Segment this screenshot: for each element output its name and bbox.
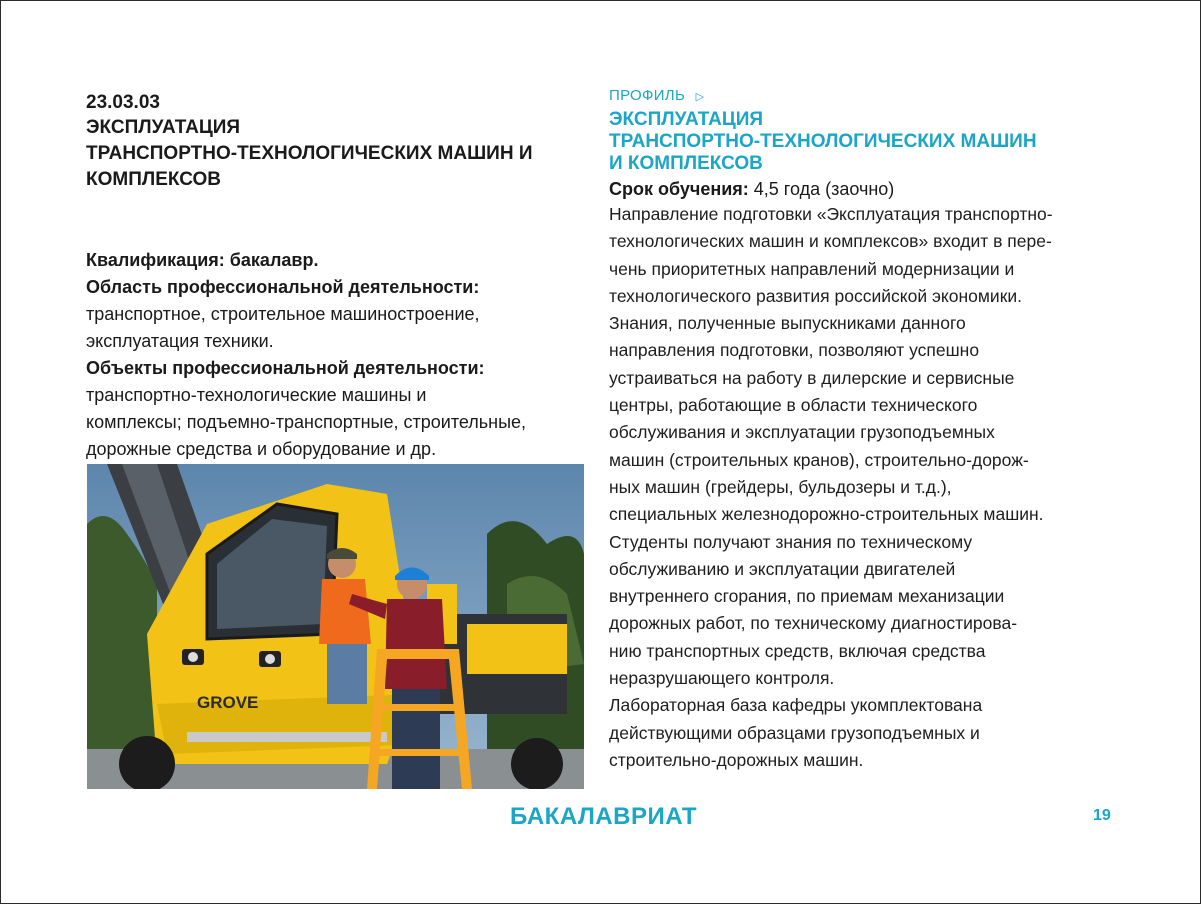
crane-brand-text: GROVE xyxy=(197,693,259,712)
objects-line: комплексы; подъемно-транспортные, строительные, xyxy=(86,412,527,432)
study-term xyxy=(609,177,1129,201)
area-label: Область профессиональной деятельности: xyxy=(86,277,480,297)
description-line: технологических машин и комплексов» входит в пере- xyxy=(609,231,1052,252)
section-name: БАКАЛАВРИАТ xyxy=(510,803,697,830)
description-line: технологического развития российской экономики. xyxy=(609,285,1023,306)
description-line: обслуживания и эксплуатации грузоподъемных xyxy=(609,422,995,443)
description-line: ных машин (грейдеры, бульдозеры и т.д.), xyxy=(609,476,952,497)
description-line: направления подготовки, позволяют успешно xyxy=(609,340,980,361)
description-line: нию транспортных средств, включая средства xyxy=(609,640,986,661)
profile-label: ПРОФИЛЬ xyxy=(609,87,686,104)
description-line: неразрушающего контроля. xyxy=(609,668,835,689)
description-line: Направление подготовки «Эксплуатация транспортно- xyxy=(609,204,1053,224)
objects-line: транспортно-технологические машины и xyxy=(86,385,427,405)
objects-text xyxy=(86,382,586,463)
description-line: действующими образцами грузоподъемных и xyxy=(609,722,980,743)
crane-photo xyxy=(87,464,584,789)
triangle-right-icon: ▷ xyxy=(695,91,705,103)
description-line: строительно-дорожных машин. xyxy=(609,749,864,770)
objects-line: дорожные средства и оборудование и др. xyxy=(86,439,437,459)
area-line: транспортное, строительное машиностроение, xyxy=(86,304,480,324)
program-code: 23.03.03 xyxy=(86,92,160,113)
description-line: центры, работающие в области технического xyxy=(609,395,978,416)
program-title-line: ЭКСПЛУАТАЦИЯ xyxy=(86,117,241,138)
description-line: устраиваться на работу в дилерские и сервисные xyxy=(609,367,1015,388)
program-title-line: ТРАНСПОРТНО-ТЕХНОЛОГИЧЕСКИХ МАШИН И xyxy=(86,143,533,164)
description-line: чень приоритетных направлений модернизации и xyxy=(609,258,1015,279)
description-line: дорожных работ, по техническому диагностирова- xyxy=(609,613,1018,634)
area-text xyxy=(86,301,586,355)
qualification: Квалификация: бакалавр. xyxy=(86,250,319,270)
description-text xyxy=(609,201,1129,774)
objects-label: Объекты профессиональной деятельности: xyxy=(86,358,485,378)
left-column xyxy=(86,90,586,463)
right-column xyxy=(609,86,1129,774)
term-label: Срок обучения: xyxy=(609,179,749,199)
description-line: специальных железнодорожно-строительных машин. xyxy=(609,504,1044,525)
qualification-block xyxy=(86,247,586,463)
profile-title-line: ЭКСПЛУАТАЦИЯ xyxy=(609,109,764,130)
area-line: эксплуатация техники. xyxy=(86,331,274,351)
program-title xyxy=(86,115,586,193)
description-line: внутреннего сгорания, по приемам механизации xyxy=(609,586,1005,607)
crane-illustration xyxy=(87,464,584,789)
program-title-line: КОМПЛЕКСОВ xyxy=(86,169,221,190)
profile-title-line: И КОМПЛЕКСОВ xyxy=(609,153,763,174)
description-line: Знания, полученные выпускниками данного xyxy=(609,313,966,334)
description-line: обслуживанию и эксплуатации двигателей xyxy=(609,558,956,579)
description-line: Лабораторная база кафедры укомплектована xyxy=(609,695,983,716)
profile-title-line: ТРАНСПОРТНО-ТЕХНОЛОГИЧЕСКИХ МАШИН xyxy=(609,131,1037,152)
description-line: машин (строительных кранов), строительно-дорож- xyxy=(609,449,1029,470)
profile-title xyxy=(609,109,1129,175)
term-value: 4,5 года (заочно) xyxy=(748,179,895,199)
profile-heading xyxy=(609,86,1129,107)
page-number: 19 xyxy=(1093,807,1111,824)
description-line: Студенты получают знания по техническому xyxy=(609,531,973,552)
